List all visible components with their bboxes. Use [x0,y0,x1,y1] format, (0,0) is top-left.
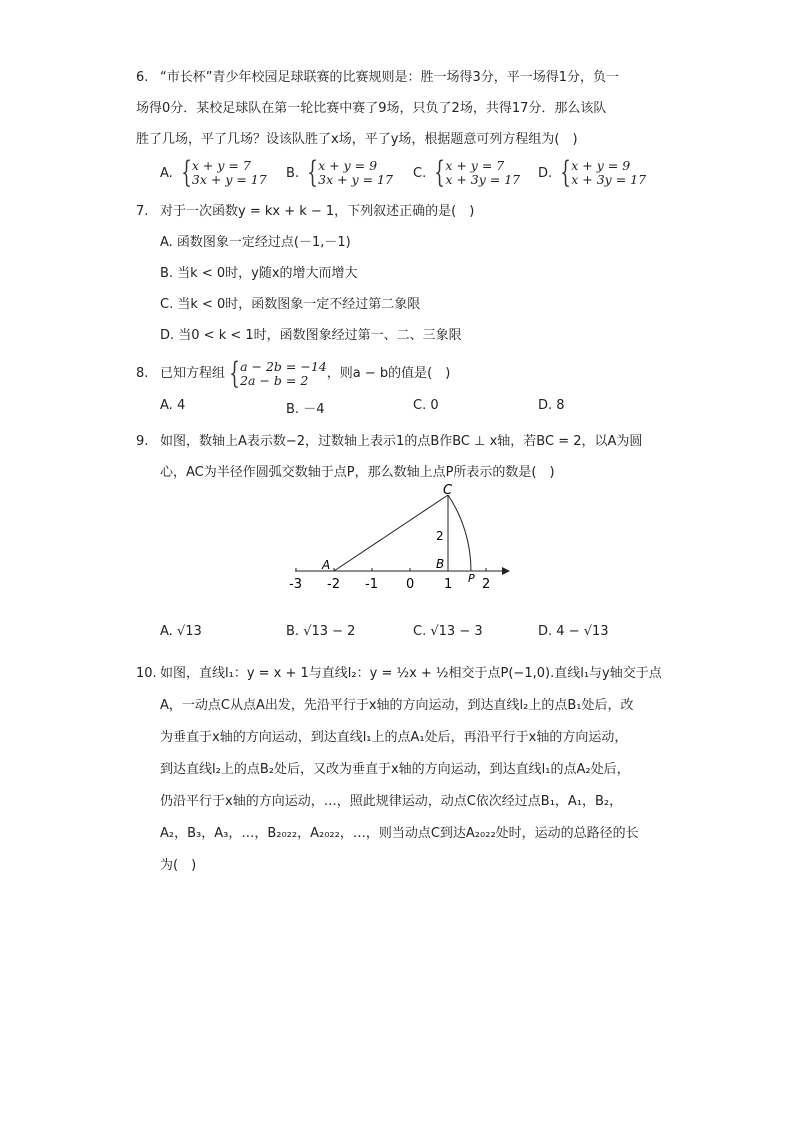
option-label: D. [538,398,553,413]
question-text-line: A₂，B₃，A₃，…，B₂₀₂₂，A₂₀₂₂，…，则当动点C到达A₂₀₂₂处时，运动的总路径的长 [160,826,639,841]
point-b-label: B [436,557,445,571]
tick-label: 2 [482,577,491,592]
tick-label: 1 [444,577,453,592]
option-label: C. [413,165,427,181]
question-8 [136,355,676,391]
equation-system: { x + y = 9 x + 3y = 17 [560,155,647,190]
option-d[interactable] [538,155,647,190]
option-c[interactable] [413,398,439,413]
option-a[interactable]: A. 函数图象一定经过点(－1,－1) [160,235,351,250]
question-stem: 对于一次函数y = kx + k − 1，下列叙述正确的是( ) [160,204,475,219]
option-d[interactable] [538,624,609,639]
tick-label: -3 [289,577,302,592]
equation: a − 2b = −14 [240,358,327,374]
question-number: 9. [136,434,149,449]
option-c[interactable] [413,155,521,190]
option-label: B. [286,624,300,639]
option-b[interactable]: B. 当k < 0时，y随x的增大而增大 [160,266,358,281]
question-text-line: 心，AC为半径作圆弧交数轴于点P，那么数轴上点P所表示的数是( ) [160,465,555,480]
option-b[interactable] [286,398,324,417]
option-a[interactable] [160,398,185,413]
option-a[interactable] [160,624,202,639]
arc-cp [448,495,471,571]
option-label: A. [160,165,173,181]
option-text: √13 − 3 [430,624,483,639]
question-text-line: 为垂直于x轴的方向运动，到达直线l₁上的点A₁处后，再沿平行于x轴的方向运动， [160,730,628,745]
segment-length-label: 2 [436,529,444,543]
option-text: －4 [303,402,325,417]
q9-options [160,624,680,655]
tick-label: 0 [406,577,415,592]
equation: 3x + y = 17 [191,172,267,187]
point-a-label: A [322,558,331,572]
option-text: √13 [176,624,202,639]
question-stem-pre: 已知方程组 [160,366,226,381]
question-text-line: 到达直线l₂上的点B₂处后，又改为垂直于x轴的方向运动，到达直线l₁的点A₂处后， [160,762,630,777]
option-label: D. [538,624,553,639]
number-line-figure [280,482,520,594]
segment-ac [334,495,448,571]
option-text: √13 − 2 [303,624,356,639]
point-c-label: C [443,483,453,498]
option-text: 0 [430,398,439,413]
option-text: 4 [176,398,186,413]
option-label: A. [160,398,173,413]
tick-label: -1 [365,577,378,592]
option-c[interactable] [413,624,483,639]
equation: x + y = 9 [571,158,631,173]
equation-system: { a − 2b = −14 2a − b = 2 [229,355,327,391]
option-label: B. [286,165,300,181]
option-c[interactable]: C. 当k < 0时，函数图象一定不经过第二象限 [160,297,421,312]
question-6 [136,62,676,155]
question-9 [136,426,676,488]
equation: x + 3y = 17 [571,172,647,187]
axis-arrow-icon [502,567,510,575]
option-d[interactable] [538,398,565,413]
option-text: 4 − √13 [556,624,609,639]
equation-system: { x + y = 7 x + 3y = 17 [434,155,521,190]
q6-options [160,155,680,198]
equation: 3x + y = 17 [318,172,393,187]
tick-label: -2 [327,577,340,592]
question-text-line: 如图，直线l₁：y = x + 1与直线l₂：y = ½x + ½相交于点P(−1,0).直线l₁与y轴交于点 [160,666,662,681]
equation-system: { x + y = 7 3x + y = 17 [181,155,267,190]
option-b[interactable] [286,155,393,190]
option-d[interactable]: D. 当0 < k < 1时，函数图象经过第一、二、三象限 [160,328,462,343]
option-text: 8 [556,398,565,413]
question-number: 7. [136,204,149,219]
question-number: 6. [136,70,149,85]
point-p-label: P [468,572,475,585]
question-stem-post: ，则a − b的值是( ) [326,366,451,381]
option-label: C. [413,398,427,413]
equation: x + y = 9 [318,158,378,173]
option-label: B. [286,402,300,417]
question-10 [136,658,676,882]
question-text-line: A，一动点C从点A出发，先沿平行于x轴的方向运动，到达直线l₂上的点B₁处后，改 [160,698,634,713]
equation: x + y = 7 [191,158,251,173]
equation: x + y = 7 [445,158,505,173]
question-number: 10. [136,666,157,681]
question-text-line: 如图，数轴上A表示数−2，过数轴上表示1的点B作BC ⊥ x轴，若BC = 2，以A为圆 [160,434,643,449]
equation-system: { x + y = 9 3x + y = 17 [307,155,393,190]
question-text-line: 场得0分．某校足球队在第一轮比赛中赛了9场，只负了2场，共得17分．那么该队 [136,101,607,116]
question-text-line: “市长杯”青少年校园足球联赛的比赛规则是：胜一场得3分，平一场得1分，负一 [160,70,620,85]
equation: 2a − b = 2 [240,372,309,388]
question-7 [136,196,676,351]
option-b[interactable] [286,624,355,639]
question-text-line: 胜了几场，平了几场？设该队胜了x场，平了y场，根据题意可列方程组为( ) [136,132,578,147]
option-a[interactable] [160,155,267,190]
question-text-line: 仍沿平行于x轴的方向运动，…，照此规律运动，动点C依次经过点B₁，A₁，B₂， [160,794,623,809]
option-label: C. [413,624,427,639]
question-text-line: 为( ) [160,858,197,873]
equation: x + 3y = 17 [445,172,521,187]
option-label: A. [160,624,173,639]
q8-options [160,398,680,429]
question-number: 8. [136,366,149,381]
option-label: D. [538,165,553,181]
